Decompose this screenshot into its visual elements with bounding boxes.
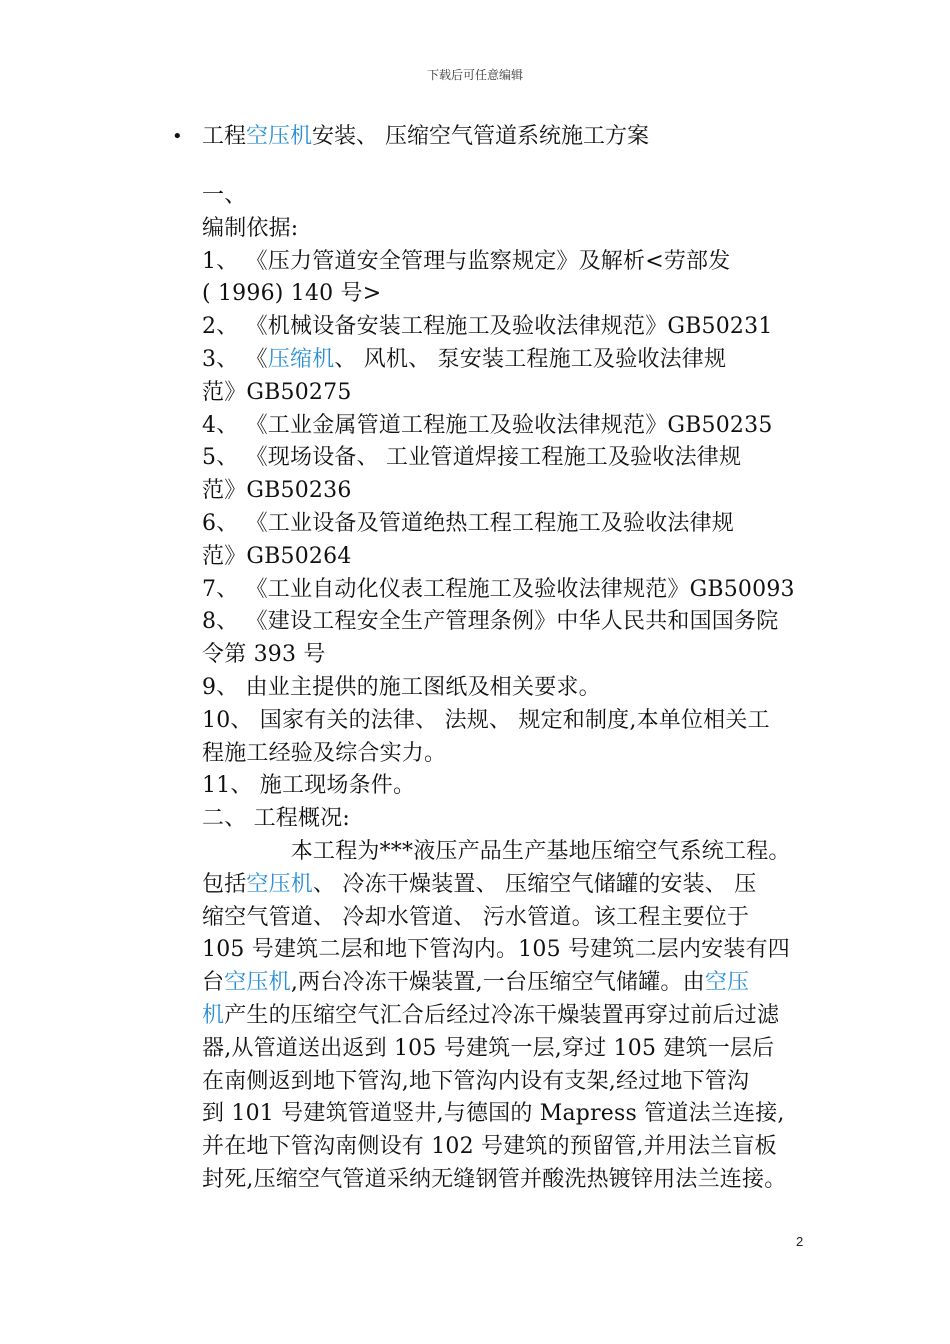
keyword-link[interactable]: 空压机 (246, 124, 313, 149)
title-text (202, 122, 649, 152)
text-run: 7、 《工业自动化仪表工程施工及验收法律规范》GB50093 (202, 576, 795, 602)
text-run: 包括 (202, 871, 247, 897)
text-line (202, 541, 842, 574)
text-run: 105 号建筑二层和地下管沟内。105 号建筑二层内安装有四 (202, 937, 790, 963)
text-run: 二、 工程概况: (202, 806, 351, 832)
text-run: 本工程为***液压产品生产基地压缩空气系统工程。 (202, 838, 791, 864)
text-line (202, 967, 842, 1000)
text-line (202, 475, 842, 508)
text-run: 编制依据: (202, 215, 299, 241)
text-run: 安装、 压缩空气管道系统施工方案 (312, 124, 650, 149)
text-line (202, 377, 842, 410)
text-line (202, 1033, 842, 1066)
text-run: 一、 (202, 183, 247, 208)
text-run: ,两台冷冻干燥装置,一台压缩空气储罐。由 (290, 970, 705, 996)
text-run: 6、 《工业设备及管道绝热工程工程施工及验收法律规 (202, 510, 734, 536)
text-line (202, 508, 842, 541)
text-run: 在南侧返到地下管沟,地下管沟内设有支架,经过地下管沟 (202, 1068, 750, 1094)
text-line (202, 1000, 842, 1033)
page-number: 2 (796, 1234, 804, 1249)
text-line (202, 836, 842, 869)
text-line (202, 246, 842, 279)
text-run: 、 冷冻干燥装置、 压缩空气储罐的安装、 压 (313, 871, 757, 897)
text-run: 5、 《现场设备、 工业管道焊接工程施工及验收法律规 (202, 445, 742, 471)
text-line (202, 705, 842, 738)
bullet-icon: • (172, 126, 183, 147)
text-run: 4、 《工业金属管道工程施工及验收法律规范》GB50235 (202, 412, 773, 438)
text-run: 工程 (202, 124, 247, 149)
keyword-link[interactable]: 空压 (704, 970, 750, 996)
text-line (202, 869, 842, 902)
text-run: 程施工经验及综合实力。 (202, 740, 447, 766)
text-line (202, 1066, 842, 1099)
keyword-link[interactable]: 机 (202, 1002, 225, 1028)
text-run: 范》GB50264 (202, 543, 352, 569)
text-line (202, 1164, 842, 1197)
keyword-link[interactable]: 空压机 (224, 970, 291, 996)
page-header: 下载后可任意编辑 (426, 68, 523, 82)
text-line (202, 1131, 842, 1164)
text-run: 8、 《建设工程安全生产管理条例》中华人民共和国国务院 (202, 609, 779, 635)
text-run: 缩空气管道、 冷却水管道、 污水管道。该工程主要位于 (202, 904, 750, 930)
text-line (202, 672, 842, 705)
text-line (202, 311, 842, 344)
text-line (202, 410, 842, 443)
text-line (202, 574, 842, 607)
text-run: 1、 《压力管道安全管理与监察规定》及解析<劳部发 (202, 248, 731, 274)
text-run: 台 (202, 970, 225, 996)
text-line (202, 803, 842, 836)
text-line (202, 1098, 842, 1131)
text-run: 2、 《机械设备安装工程施工及验收法律规范》GB50231 (202, 314, 773, 340)
text-line (202, 278, 842, 311)
keyword-link[interactable]: 压缩机 (267, 346, 335, 372)
document-title (172, 122, 649, 152)
text-run: 并在地下管沟南侧设有 102 号建筑的预留管,并用法兰盲板 (202, 1134, 777, 1160)
text-line (202, 934, 842, 967)
text-run: 器,从管道送出返到 105 号建筑一层,穿过 105 建筑一层后 (202, 1035, 775, 1061)
text-run: 3、 《 (202, 346, 268, 372)
text-run: 封死,压缩空气管道采纳无缝钢管并酸洗热镀锌用法兰连接。 (202, 1166, 787, 1192)
text-line (202, 606, 842, 639)
text-line (202, 180, 842, 213)
text-run: 到 101 号建筑管道竖井,与德国的 Mapress 管道法兰连接, (202, 1101, 785, 1127)
text-run: 9、 由业主提供的施工图纸及相关要求。 (202, 674, 601, 700)
text-line (202, 902, 842, 935)
text-run: 10、 国家有关的法律、 法规、 规定和制度,本单位相关工 (202, 707, 770, 733)
text-line (202, 442, 842, 475)
text-run: 、 风机、 泵安装工程施工及验收法律规 (334, 346, 727, 372)
text-run: 产生的压缩空气汇合后经过冷冻干燥装置再穿过前后过滤 (224, 1002, 780, 1028)
keyword-link[interactable]: 空压机 (246, 871, 314, 897)
text-run: 令第 393 号 (202, 642, 326, 668)
text-line (202, 639, 842, 672)
text-line (202, 738, 842, 771)
text-run: 11、 施工现场条件。 (202, 773, 416, 799)
text-run: 范》GB50275 (202, 379, 352, 405)
text-run: 范》GB50236 (202, 478, 352, 504)
text-line (202, 770, 842, 803)
text-line (202, 213, 842, 246)
document-body (202, 180, 842, 1197)
text-line (202, 344, 842, 377)
text-run: ( 1996) 140 号> (202, 281, 382, 307)
